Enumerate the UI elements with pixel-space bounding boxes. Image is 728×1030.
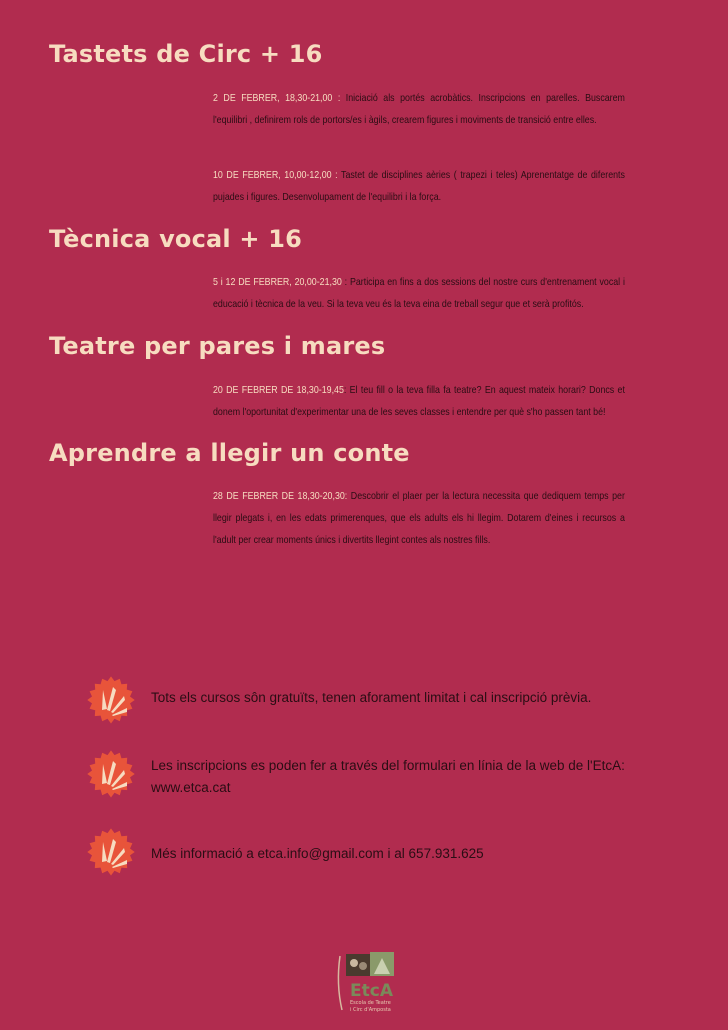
- paragraph-circ-2: [213, 165, 625, 209]
- paragraph-teatre: [213, 380, 625, 424]
- event-date: 28 DE FEBRER DE 18,30-20,30:: [213, 491, 348, 502]
- event-description: Iniciació als portés acrobàtics. Inscripcions en parelles. Buscarem l'equilibri , definirem rols de portors/es i àgils, crearem figures i moviments de transició entre elles.: [213, 93, 625, 126]
- event-date: 10 DE FEBRER, 10,00-12,00 :: [213, 170, 338, 181]
- starburst-badge-icon: [83, 672, 139, 728]
- starburst-badge-icon: [83, 824, 139, 880]
- starburst-badge-icon: [83, 746, 139, 802]
- note-free-courses: Tots els cursos sôn gratuïts, tenen aforament limitat i cal inscripció prèvia.: [151, 690, 592, 705]
- logo-line-1: Escola de Teatre: [350, 1000, 391, 1006]
- section-heading-teatre: Teatre per pares i mares: [49, 332, 386, 360]
- event-description: : Participa en fins a dos sessions del nostre curs d'entrenament vocal i educació i tècnica de la veu. Si la teva veu és la teva eina de treball segur que et serà profitós.: [213, 277, 625, 310]
- etca-logo: [328, 944, 412, 1014]
- event-date: 2 DE FEBRER, 18,30-21,00 :: [213, 93, 341, 104]
- event-description: Descobrir el plaer per la lectura necessita que dediquem temps per llegir plegats i, en les edats primerenques, que els adults els hi llegim. Dotarem d'eines i recursos a l'adult per crear moments únics i divertits llegint contes als nostres fills.: [213, 491, 625, 546]
- section-heading-vocal: Tècnica vocal + 16: [49, 225, 303, 253]
- event-description: Tastet de disciplines aèries ( trapezi i teles) Aprenentatge de diferents pujades i figures. Desenvolupament de l'equilibri i la força.: [213, 170, 625, 203]
- section-heading-conte: Aprendre a llegir un conte: [49, 439, 410, 467]
- logo-name: EtcA: [350, 981, 393, 1001]
- paragraph-conte: [213, 486, 625, 552]
- note-registration: Les inscripcions es poden fer a través del formulari en línia de la web de l'EtcA: www.etca.cat: [151, 758, 625, 795]
- paragraph-circ-1: [213, 88, 625, 132]
- paragraph-vocal: [213, 272, 625, 316]
- logo-line-2: i Circ d'Amposta: [350, 1007, 391, 1013]
- section-heading-circ: Tastets de Circ + 16: [49, 40, 323, 68]
- note-contact-info: Més informació a etca.info@gmail.com i al 657.931.625: [151, 846, 484, 861]
- event-date: 5 i 12 DE FEBRER, 20,00-21,30: [213, 277, 342, 288]
- event-date: 20 DE FEBRER DE 18,30-19,45: [213, 385, 344, 396]
- event-description: : El teu fill o la teva filla fa teatre? En aquest mateix horari? Doncs et donem l'oportunitat d'experimentar una de les seves classes i entendre per què s'ho passen tant bé!: [213, 385, 625, 418]
